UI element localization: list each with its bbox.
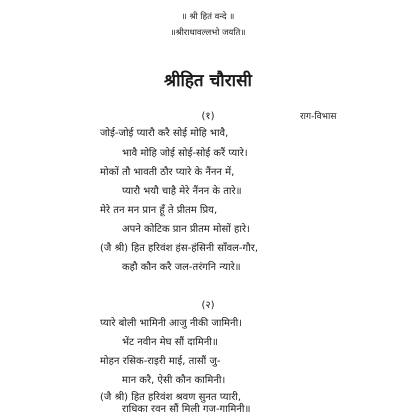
- verse-line: मान करै, ऐसी कौन कामिनी।: [122, 375, 226, 386]
- verse-line: (जै श्री) हित हरिवंश श्रवण सुनत प्यारी,: [100, 392, 242, 403]
- verse-line: मोकों तौ भावती ठौर प्यारे के नैंनन में,: [100, 167, 235, 178]
- verse-line: भावै मोहि जोई सोई-सोई करैं प्यारे।: [122, 148, 248, 159]
- verse-line: मोहन रसिक-राइरी माई, तासौं जु-: [100, 356, 221, 367]
- verse-line: प्यारौ भयौ चाहै मेरे नैंनन के तारे॥: [122, 186, 242, 197]
- verse-line: (जै श्री) हित हरिवंश हंस-हंसिनी साँवल-गौर,: [100, 243, 259, 254]
- verse-line: कहौ कौन करै जल-तरंगनि न्यारे॥: [122, 262, 241, 273]
- page-title: श्रीहित चौरासी: [164, 71, 252, 91]
- header-invocation-2: ॥श्रीराधावल्लभो जयति॥: [170, 28, 246, 38]
- verse-line: प्यारे बोली भामिनी आजु नीकी जामिनी।: [100, 318, 242, 329]
- verse-number-1: (१): [201, 111, 215, 122]
- verse-line: भेंट नवीन मेघ सौं दामिनी॥: [122, 337, 218, 348]
- header-invocation-1: ॥ श्री हितं वन्दे ॥: [181, 12, 235, 22]
- verse-line: अपने कोटिक प्रान प्रीतम मोसों हारे।: [122, 224, 250, 235]
- raag-label: राग-विभास: [300, 112, 337, 122]
- verse-line: मेरे तन मन प्रान हूँ ते प्रीतम प्रिय,: [100, 205, 218, 216]
- verse-number-2: (२): [201, 300, 215, 311]
- verse-line: जोई-जोई प्यारौ करै सोई मोहि भावै,: [100, 128, 229, 139]
- verse-line: राधिका रवन सौं मिली गज-गामिनी॥: [122, 404, 251, 415]
